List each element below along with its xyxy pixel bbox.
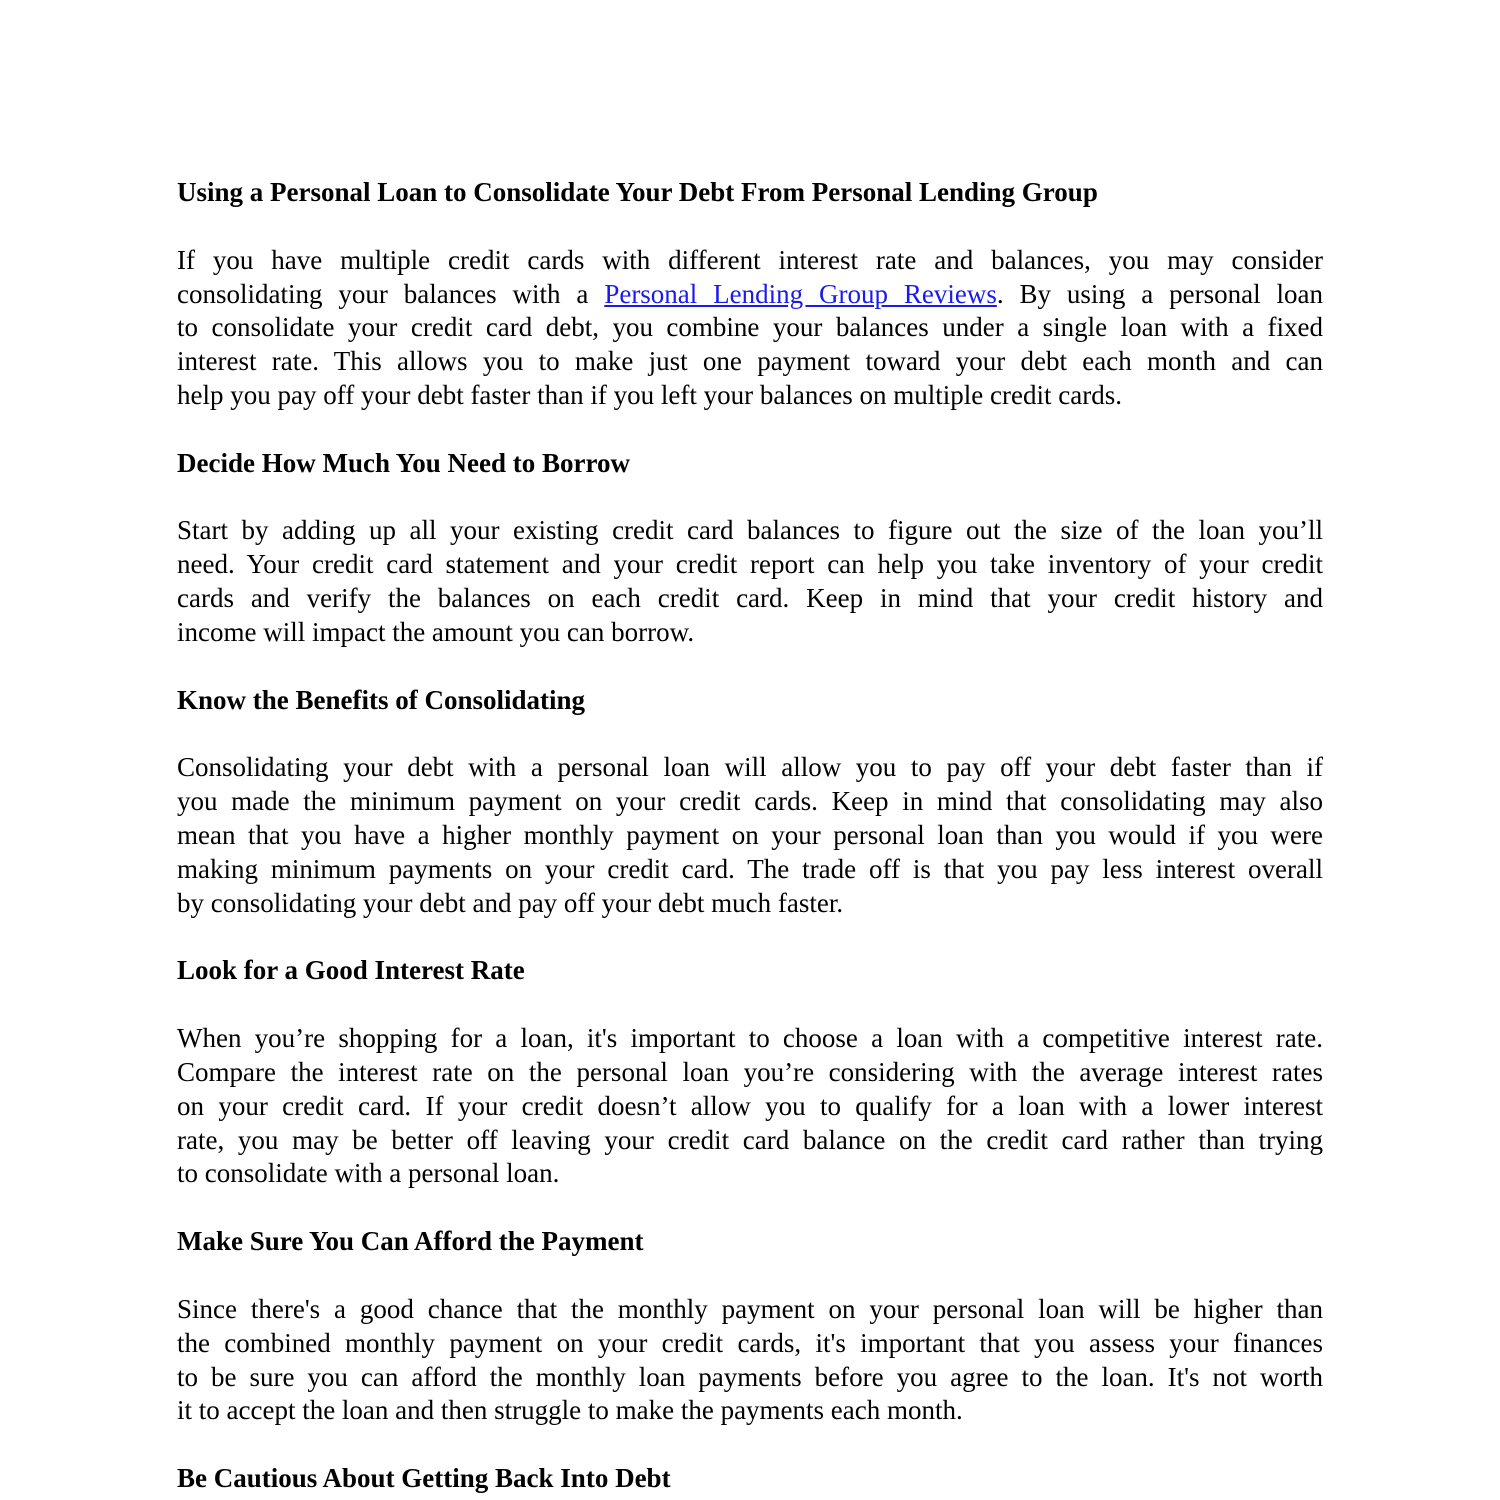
section-paragraph: [177, 1022, 1323, 1191]
text-line: If you have multiple credit cards with different interest rate and balances, you may consider: [177, 244, 1323, 275]
text-line: making minimum payments on your credit card. The trade off is that you pay less interest overall: [177, 853, 1323, 884]
text-line: rate, you may be better off leaving your credit card balance on the credit card rather than trying: [177, 1124, 1323, 1155]
text-line: Start by adding up all your existing credit card balances to figure out the size of the loan you’ll: [177, 515, 1323, 546]
document-page: [177, 176, 1323, 1496]
text-line: income will impact the amount you can borrow.: [177, 616, 695, 647]
section-heading: Know the Benefits of Consolidating: [177, 684, 586, 715]
text-line: cards and verify the balances on each credit card. Keep in mind that your credit history and: [177, 583, 1323, 614]
text-line: Since there's a good chance that the monthly payment on your personal loan will be higher than: [177, 1293, 1323, 1324]
text-line: it to accept the loan and then struggle to make the payments each month.: [177, 1395, 963, 1426]
text-line: interest rate. This allows you to make just one payment toward your debt each month and can: [177, 346, 1323, 377]
text-span: . By using a personal loan: [996, 278, 1323, 309]
section-paragraph: [177, 751, 1323, 920]
text-line: to consolidate with a personal loan.: [177, 1158, 560, 1189]
text-line: Consolidating your debt with a personal loan will allow you to pay off your debt faster than if: [177, 752, 1323, 783]
personal-lending-group-reviews-link[interactable]: Personal Lending Group Reviews: [604, 278, 997, 309]
section-heading: Decide How Much You Need to Borrow: [177, 447, 630, 478]
text-line: When you’re shopping for a loan, it's important to choose a loan with a competitive interest rate.: [177, 1023, 1323, 1054]
sections: [177, 413, 1323, 1496]
section-paragraph: [177, 514, 1323, 649]
text-line: help you pay off your debt faster than if you left your balances on multiple credit cards.: [177, 380, 1122, 411]
intro-paragraph: [177, 244, 1323, 413]
text-line: mean that you have a higher monthly payment on your personal loan than you would if you were: [177, 820, 1323, 851]
document-title: Using a Personal Loan to Consolidate Your Debt From Personal Lending Group: [177, 177, 1098, 207]
text-line: [177, 278, 1323, 312]
text-line: on your credit card. If your credit doesn’t allow you to qualify for a loan with a lower interest: [177, 1090, 1323, 1121]
text-line: Compare the interest rate on the personal loan you’re considering with the average interest rates: [177, 1056, 1323, 1087]
section-heading: Look for a Good Interest Rate: [177, 955, 525, 986]
section-paragraph: [177, 1293, 1323, 1428]
text-line: need. Your credit card statement and your credit report can help you take inventory of your credit: [177, 549, 1323, 580]
section-heading: Be Cautious About Getting Back Into Debt: [177, 1463, 671, 1494]
text-line: the combined monthly payment on your credit cards, it's important that you assess your finances: [177, 1327, 1323, 1358]
text-line: by consolidating your debt and pay off your debt much faster.: [177, 887, 844, 918]
text-span: consolidating your balances with a: [177, 278, 605, 309]
text-line: you made the minimum payment on your credit cards. Keep in mind that consolidating may also: [177, 786, 1323, 817]
section-heading: Make Sure You Can Afford the Payment: [177, 1226, 644, 1257]
text-line: to be sure you can afford the monthly loan payments before you agree to the loan. It's not worth: [177, 1361, 1323, 1392]
text-line: to consolidate your credit card debt, you combine your balances under a single loan with a fixed: [177, 312, 1323, 343]
